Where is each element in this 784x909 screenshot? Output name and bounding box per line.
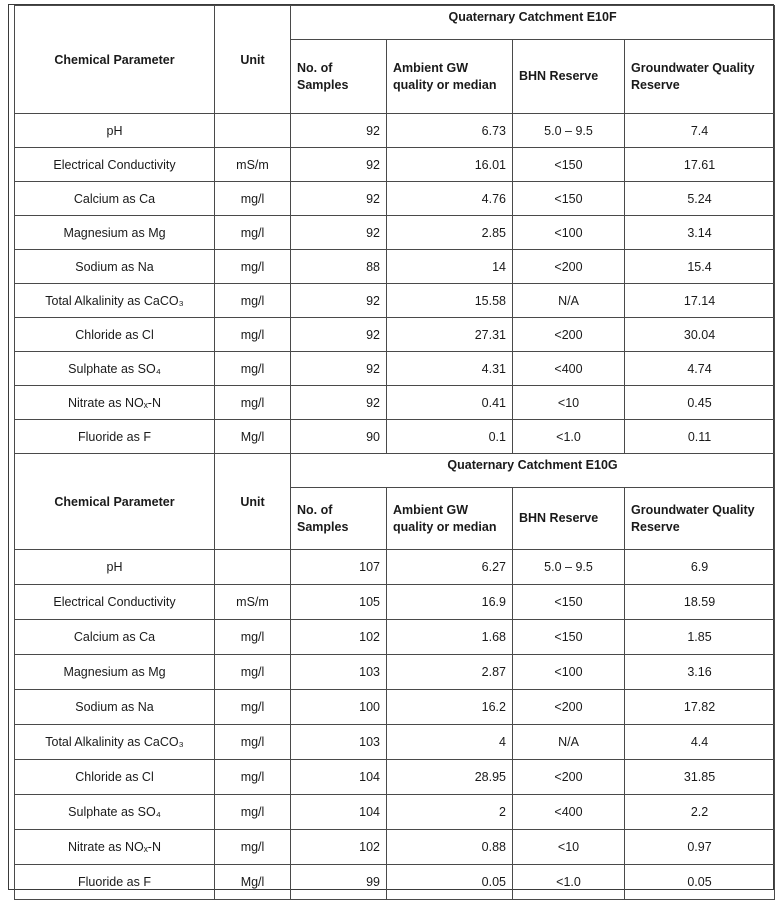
header-unit: Unit (215, 454, 291, 550)
table-row (15, 550, 775, 585)
cell-gw-quality-reserve: 4.74 (625, 352, 775, 386)
cell-ambient: 14 (387, 250, 513, 284)
cell-gw-quality-reserve: 15.4 (625, 250, 775, 284)
section-header-row (15, 6, 775, 40)
cell-samples: 92 (291, 148, 387, 182)
cell-parameter: Chloride as Cl (15, 760, 215, 795)
cell-gw-quality-reserve: 7.4 (625, 114, 775, 148)
cell-gw-quality-reserve: 0.97 (625, 830, 775, 865)
cell-bhn-reserve: 5.0 – 9.5 (513, 550, 625, 585)
cell-samples: 103 (291, 725, 387, 760)
cell-ambient: 2.87 (387, 655, 513, 690)
cell-gw-quality-reserve: 17.82 (625, 690, 775, 725)
cell-parameter: Magnesium as Mg (15, 216, 215, 250)
cell-ambient: 4.31 (387, 352, 513, 386)
cell-gw-quality-reserve: 0.11 (625, 420, 775, 454)
cell-unit (215, 114, 291, 148)
cell-bhn-reserve: <200 (513, 760, 625, 795)
table-row (15, 725, 775, 760)
header-chemical-parameter: Chemical Parameter (15, 454, 215, 550)
header-bhn-reserve: BHN Reserve (513, 488, 625, 550)
cell-samples: 102 (291, 830, 387, 865)
table-row (15, 760, 775, 795)
table-row (15, 182, 775, 216)
cell-bhn-reserve: <400 (513, 352, 625, 386)
cell-parameter: Chloride as Cl (15, 318, 215, 352)
cell-ambient: 16.9 (387, 585, 513, 620)
cell-unit: mg/l (215, 318, 291, 352)
table-row (15, 865, 775, 900)
cell-bhn-reserve: 5.0 – 9.5 (513, 114, 625, 148)
cell-unit: mS/m (215, 585, 291, 620)
cell-gw-quality-reserve: 1.85 (625, 620, 775, 655)
cell-unit: mg/l (215, 830, 291, 865)
cell-ambient: 6.73 (387, 114, 513, 148)
cell-ambient: 1.68 (387, 620, 513, 655)
cell-samples: 100 (291, 690, 387, 725)
cell-ambient: 2.85 (387, 216, 513, 250)
cell-ambient: 4 (387, 725, 513, 760)
cell-unit: mg/l (215, 250, 291, 284)
table-row (15, 585, 775, 620)
table-row (15, 386, 775, 420)
table-row (15, 250, 775, 284)
table-row (15, 420, 775, 454)
cell-parameter: Sulphate as SO₄ (15, 795, 215, 830)
water-quality-table (14, 5, 775, 900)
cell-bhn-reserve: <200 (513, 690, 625, 725)
cell-samples: 105 (291, 585, 387, 620)
cell-samples: 90 (291, 420, 387, 454)
cell-parameter: Sodium as Na (15, 250, 215, 284)
cell-samples: 92 (291, 182, 387, 216)
cell-bhn-reserve: <150 (513, 585, 625, 620)
cell-samples: 92 (291, 284, 387, 318)
cell-unit: mg/l (215, 216, 291, 250)
cell-parameter: Fluoride as F (15, 865, 215, 900)
cell-gw-quality-reserve: 18.59 (625, 585, 775, 620)
header-no-of-samples: No. of Samples (291, 488, 387, 550)
cell-ambient: 0.41 (387, 386, 513, 420)
cell-ambient: 0.05 (387, 865, 513, 900)
cell-parameter: Electrical Conductivity (15, 148, 215, 182)
cell-parameter: Magnesium as Mg (15, 655, 215, 690)
header-chemical-parameter: Chemical Parameter (15, 6, 215, 114)
cell-gw-quality-reserve: 4.4 (625, 725, 775, 760)
cell-gw-quality-reserve: 5.24 (625, 182, 775, 216)
cell-unit: mg/l (215, 284, 291, 318)
cell-samples: 92 (291, 114, 387, 148)
table-row (15, 830, 775, 865)
cell-parameter: Calcium as Ca (15, 182, 215, 216)
cell-ambient: 16.01 (387, 148, 513, 182)
cell-ambient: 16.2 (387, 690, 513, 725)
cell-gw-quality-reserve: 17.61 (625, 148, 775, 182)
cell-parameter: Nitrate as NOₓ-N (15, 386, 215, 420)
cell-bhn-reserve: <200 (513, 250, 625, 284)
cell-bhn-reserve: <1.0 (513, 865, 625, 900)
table-row (15, 352, 775, 386)
table-row (15, 318, 775, 352)
cell-unit: mS/m (215, 148, 291, 182)
cell-samples: 92 (291, 352, 387, 386)
table-row (15, 284, 775, 318)
header-no-of-samples: No. of Samples (291, 40, 387, 114)
cell-gw-quality-reserve: 3.14 (625, 216, 775, 250)
cell-unit: mg/l (215, 386, 291, 420)
cell-bhn-reserve: <1.0 (513, 420, 625, 454)
cell-gw-quality-reserve: 3.16 (625, 655, 775, 690)
cell-ambient: 15.58 (387, 284, 513, 318)
table-row (15, 655, 775, 690)
section-header-row (15, 454, 775, 488)
cell-unit: Mg/l (215, 865, 291, 900)
cell-bhn-reserve: <10 (513, 830, 625, 865)
cell-ambient: 27.31 (387, 318, 513, 352)
cell-bhn-reserve: <150 (513, 148, 625, 182)
cell-bhn-reserve: <200 (513, 318, 625, 352)
cell-samples: 104 (291, 760, 387, 795)
cell-parameter: Sulphate as SO₄ (15, 352, 215, 386)
cell-samples: 92 (291, 318, 387, 352)
header-groundwater-quality-reserve: Groundwater Quality Reserve (625, 40, 775, 114)
table-row (15, 148, 775, 182)
cell-gw-quality-reserve: 31.85 (625, 760, 775, 795)
cell-gw-quality-reserve: 17.14 (625, 284, 775, 318)
cell-samples: 92 (291, 386, 387, 420)
cell-gw-quality-reserve: 0.45 (625, 386, 775, 420)
cell-ambient: 0.88 (387, 830, 513, 865)
cell-bhn-reserve: <100 (513, 216, 625, 250)
cell-parameter: Electrical Conductivity (15, 585, 215, 620)
catchment-title: Quaternary Catchment E10F (291, 6, 775, 40)
cell-parameter: pH (15, 114, 215, 148)
cell-bhn-reserve: N/A (513, 284, 625, 318)
cell-unit: mg/l (215, 655, 291, 690)
cell-unit: mg/l (215, 760, 291, 795)
cell-ambient: 0.1 (387, 420, 513, 454)
cell-bhn-reserve: <10 (513, 386, 625, 420)
cell-unit (215, 550, 291, 585)
cell-parameter: Total Alkalinity as CaCO₃ (15, 284, 215, 318)
cell-unit: mg/l (215, 182, 291, 216)
cell-unit: mg/l (215, 725, 291, 760)
cell-bhn-reserve: <150 (513, 182, 625, 216)
cell-gw-quality-reserve: 30.04 (625, 318, 775, 352)
cell-samples: 107 (291, 550, 387, 585)
cell-samples: 92 (291, 216, 387, 250)
cell-unit: mg/l (215, 795, 291, 830)
cell-unit: Mg/l (215, 420, 291, 454)
cell-ambient: 2 (387, 795, 513, 830)
cell-ambient: 28.95 (387, 760, 513, 795)
cell-bhn-reserve: N/A (513, 725, 625, 760)
table-row (15, 690, 775, 725)
cell-bhn-reserve: <150 (513, 620, 625, 655)
header-ambient-gw-quality: Ambient GW quality or median (387, 40, 513, 114)
cell-gw-quality-reserve: 6.9 (625, 550, 775, 585)
table-row (15, 795, 775, 830)
cell-unit: mg/l (215, 690, 291, 725)
cell-samples: 104 (291, 795, 387, 830)
cell-parameter: Sodium as Na (15, 690, 215, 725)
cell-samples: 88 (291, 250, 387, 284)
catchment-title: Quaternary Catchment E10G (291, 454, 775, 488)
cell-parameter: pH (15, 550, 215, 585)
cell-gw-quality-reserve: 2.2 (625, 795, 775, 830)
table-row (15, 620, 775, 655)
cell-parameter: Calcium as Ca (15, 620, 215, 655)
cell-ambient: 6.27 (387, 550, 513, 585)
cell-bhn-reserve: <400 (513, 795, 625, 830)
table-row (15, 216, 775, 250)
cell-bhn-reserve: <100 (513, 655, 625, 690)
cell-ambient: 4.76 (387, 182, 513, 216)
cell-unit: mg/l (215, 620, 291, 655)
cell-parameter: Nitrate as NOₓ-N (15, 830, 215, 865)
header-bhn-reserve: BHN Reserve (513, 40, 625, 114)
table-row (15, 114, 775, 148)
cell-parameter: Total Alkalinity as CaCO₃ (15, 725, 215, 760)
cell-gw-quality-reserve: 0.05 (625, 865, 775, 900)
cell-samples: 99 (291, 865, 387, 900)
cell-parameter: Fluoride as F (15, 420, 215, 454)
cell-samples: 103 (291, 655, 387, 690)
cell-unit: mg/l (215, 352, 291, 386)
header-ambient-gw-quality: Ambient GW quality or median (387, 488, 513, 550)
header-groundwater-quality-reserve: Groundwater Quality Reserve (625, 488, 775, 550)
header-unit: Unit (215, 6, 291, 114)
cell-samples: 102 (291, 620, 387, 655)
